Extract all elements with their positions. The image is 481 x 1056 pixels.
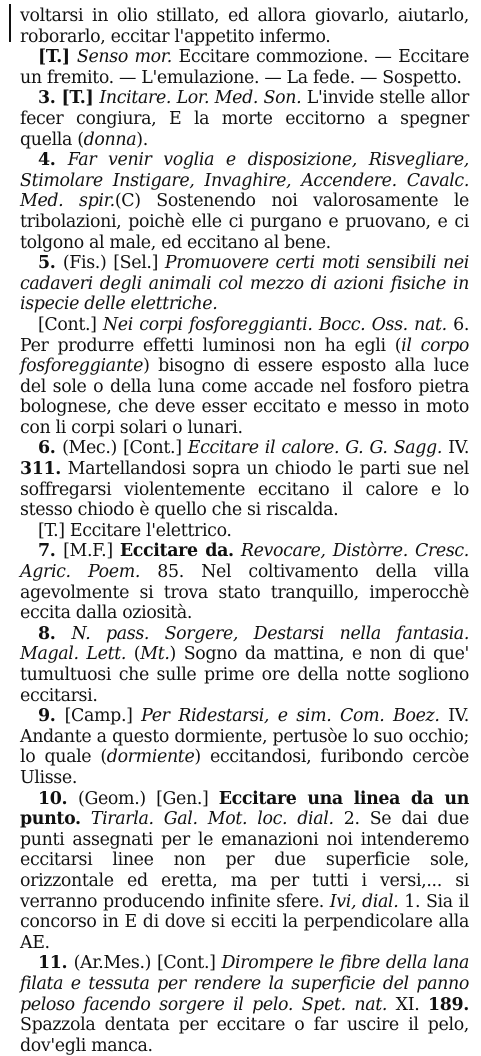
entry-corpi-fosforeggianti <box>20 315 469 439</box>
text-run: 1. Sia il concorso in E di dove si ecciti la perpendicolare alla AE. <box>20 891 470 953</box>
text-run: 85. Nel coltivamento della villa agevolmente si trova stato tranquillo, imperocchè eccita dalla oziosità. <box>20 562 469 624</box>
text-run: Nei corpi fosforeggianti. Bocc. Oss. nat. <box>102 314 447 335</box>
entry-4-far-venir-voglia <box>20 150 469 253</box>
text-run: 4. <box>38 150 68 171</box>
text-run: 5. <box>38 253 63 274</box>
text-run: Far venir voglia e disposizione, Risvegliare, Stimolare Instigare, Invaghire, Accendere. Cavalc. Med. spir. <box>20 150 469 212</box>
text-run: Eccitare il calore. G. G. Sagg. <box>187 438 443 459</box>
text-run: 8. <box>38 623 72 644</box>
text-run: 10. <box>38 788 79 809</box>
text-run: (Ar.Mes.) [Cont.] <box>73 953 222 974</box>
entry-eccitare-elettrico <box>20 521 469 542</box>
text-run: Eccitare commozione. — Eccitare un fremito. — L'emulazione. — La fede. — Sospetto. <box>20 47 470 88</box>
text-run: ) eccitandosi, furibondo cercòe Ulisse. <box>20 747 469 788</box>
text-run <box>81 809 91 829</box>
entry-10-geometria <box>20 789 469 954</box>
text-run: 6. <box>38 438 63 459</box>
text-run <box>234 541 241 561</box>
text-run: Senso mor. <box>76 47 172 68</box>
text-run: il corpo fosforeggiante <box>20 335 470 377</box>
text-run: Promuovere certi moti sensibili nei cadaveri degli animali col mezzo di azioni fisiche in ispecie delle elettriche. <box>20 253 469 315</box>
text-run: ). <box>136 129 148 150</box>
text-run: Tirarla. Gal. Mot. loc. dial. <box>90 809 334 830</box>
entry-7-eccitare-da <box>20 541 469 623</box>
text-run: (Geom.) [Gen.] <box>78 788 219 809</box>
entry-9-ridestarsi <box>20 706 469 788</box>
text-run: ) bisogno di essere esposto alla luce del sole o della luna come accade nel fosforo pietra bolognese, che deve esser eccitato e messo in moto con li corpi solari o lunari. <box>20 356 469 438</box>
entry-continuation <box>20 6 469 47</box>
text-run: N. pass. Sorgere, Destarsi nella fantasia. Magal. Lett. <box>20 623 469 665</box>
text-run: Eccitare da. <box>119 541 234 562</box>
text-run: (Fis.) [Sel.] <box>62 253 165 274</box>
text-run: [T.] <box>61 88 100 109</box>
text-run: 7. <box>38 541 64 562</box>
text-run: voltarsi in olio stillato, ed allora giovarlo, aiutarlo, roborarlo, eccitar l'appetito infermo. <box>20 6 469 47</box>
text-run: Dirompere le fibre della lana filata e tessuta per rendere la superficie del panno peloso facendo sorgere il pelo. Spet. nat. <box>20 953 469 1015</box>
text-run: XI. <box>387 994 429 1015</box>
text-run: ( <box>126 644 141 665</box>
text-run: 3. <box>38 88 62 109</box>
text-run: Per Ridestarsi, e sim. Com. Boez. <box>141 706 440 727</box>
text-run: donna <box>83 129 137 150</box>
entry-6-meccanica <box>20 438 469 520</box>
text-run: ) Sogno da mattina, e non di que' tumultuosi che sulle prime ore della notte sogliono eccitarsi. <box>20 644 469 706</box>
text-run: 189. <box>428 994 469 1015</box>
entry-11-arti-mestieri <box>20 953 469 1056</box>
text-run: Eccitare una linea da un punto. <box>20 788 469 830</box>
text-run: L'invide stelle allor fecer congiura, E la morte eccitorno a spegner quella ( <box>20 88 469 150</box>
text-run: Incitare. Lor. Med. Son. <box>99 88 302 109</box>
text-run: [T.] Eccitare l'elettrico. <box>38 520 232 541</box>
entry-8-neutro-passivo <box>20 624 469 706</box>
text-run: Revocare, Distòrre. Cresc. Agric. Poem. <box>20 541 469 583</box>
text-run: 311. <box>20 459 61 480</box>
text-run: 2. Se dai due punti assegnati per le emanazioni noi intenderemo eccitarsi linee non per due superficie sole, orizzontale ed eretta, ma per tutti i versi,... si verranno producendo infinite sfere. <box>20 809 469 912</box>
text-run: [M.F.] <box>63 541 120 562</box>
text-run: 11. <box>38 953 74 974</box>
text-run: dormiente <box>106 747 195 768</box>
text-run: Ivi, dial. <box>329 891 399 912</box>
text-run: [Cont.] <box>38 314 103 335</box>
text-run: Martellandosi sopra un chiodo le parti sue nel soffregarsi violentemente eccitano il calore e lo stesso chiodo è quello che si riscalda. <box>20 459 469 521</box>
text-run: (C) Sostenendo noi valorosamente le tribolazioni, poichè elle ci purgano e pruovano, e ci tolgono al male, ed eccitano al bene. <box>20 191 469 253</box>
text-run: 9. <box>38 706 65 727</box>
text-run: (Mec.) [Cont.] <box>62 438 188 459</box>
text-run: 6. Per produrre effetti luminosi non ha egli ( <box>20 314 470 356</box>
text-run: [T.] <box>38 47 77 68</box>
entry-senso-morale <box>20 47 469 88</box>
entry-5-fisica <box>20 253 469 315</box>
text-run: IV. <box>442 438 469 459</box>
entry-3-incitare <box>20 88 469 150</box>
text-run: [Camp.] <box>64 706 142 727</box>
text-run: Mt. <box>140 644 170 665</box>
text-run: Spazzola dentata per eccitare o far uscire il pelo, dov'egli manca. <box>20 1015 469 1056</box>
text-run: IV. Andante a questo dormiente, pertusòe lo suo occhio; lo quale ( <box>20 706 469 768</box>
